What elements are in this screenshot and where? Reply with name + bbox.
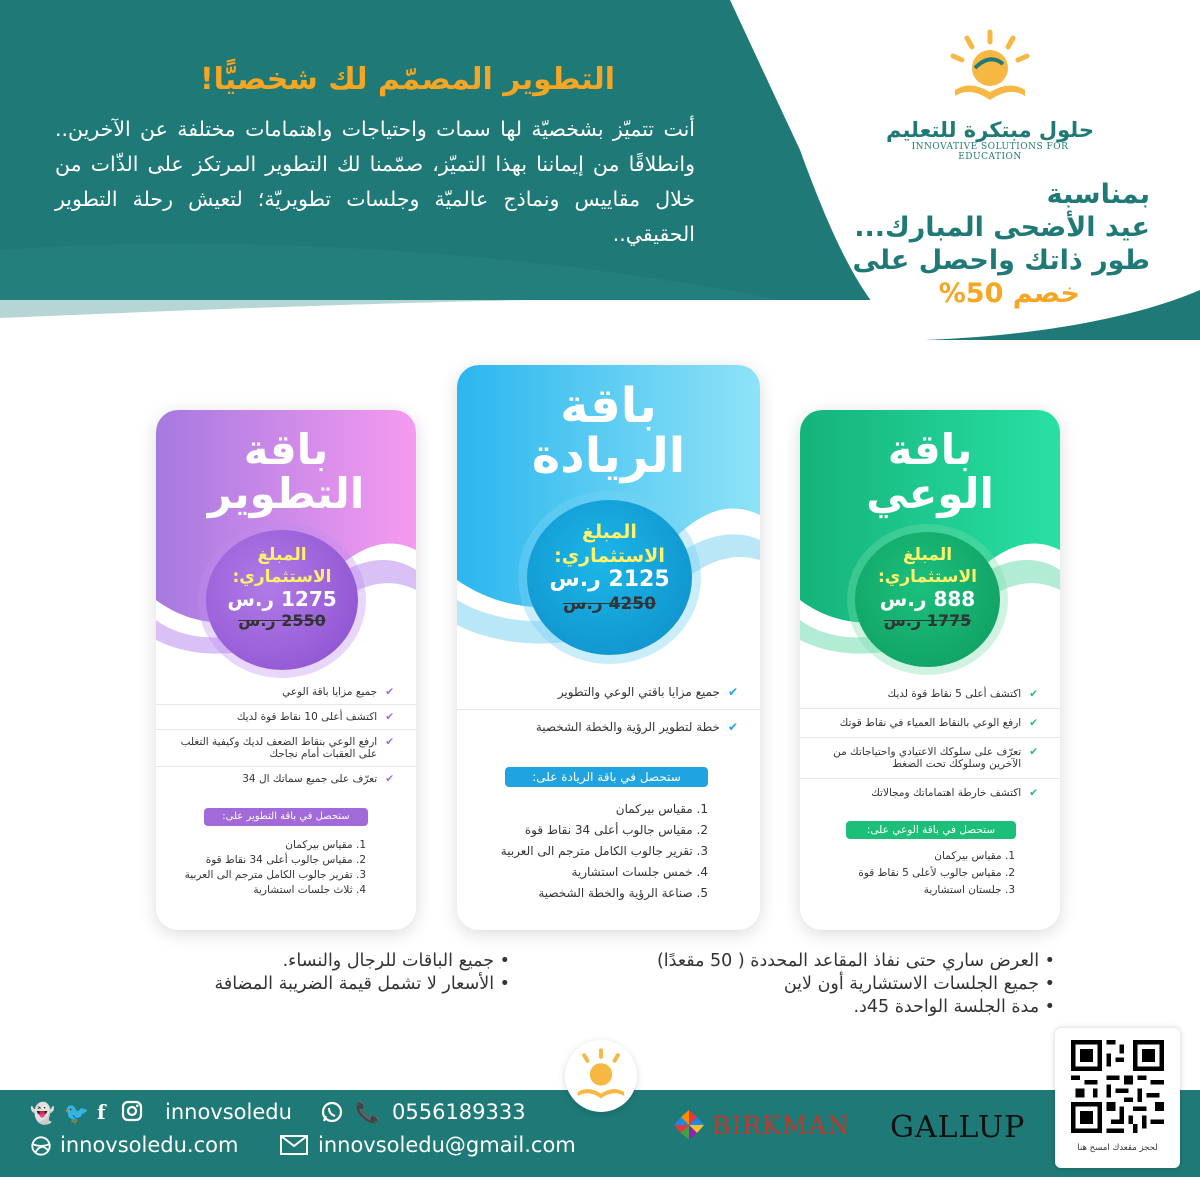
list-item: • مدة الجلسة الواحدة 45د.: [853, 997, 1055, 1017]
gets-item: مقياس جالوب لأعلى 5 نقاط قوة: [858, 867, 1002, 879]
whatsapp-icon[interactable]: [320, 1100, 344, 1129]
gets-item: مقياس بيركمان: [934, 850, 1002, 862]
note-text: العرض ساري حتى نفاذ المقاعد المحددة ( 50 مقعدًا): [656, 951, 1040, 971]
gets-item: مقياس جالوب أعلى 34 نقاط قوة: [205, 854, 353, 866]
list-item: 4. ثلاث جلسات استشارية: [253, 884, 366, 896]
list-item: [156, 705, 416, 730]
phone-icon[interactable]: 📞: [355, 1100, 380, 1124]
gallup-logo: GALLUP: [890, 1110, 1026, 1145]
notes-right: [595, 950, 1055, 1019]
phone-number[interactable]: 0556189333: [392, 1100, 526, 1124]
card-title: [800, 425, 1060, 519]
feature-text: تعرّف على جميع سماتك ال 34: [242, 773, 378, 785]
price-badge: [527, 500, 692, 655]
gets-list: [858, 848, 1015, 899]
check-icon: ✔: [385, 773, 394, 785]
gets-item: مقياس بيركمان: [615, 802, 693, 816]
check-icon: ✔: [1029, 688, 1038, 700]
check-icon: ✔: [385, 686, 394, 698]
card-title-line-2: الوعي: [866, 469, 994, 519]
price-label: المبلغ: [257, 545, 307, 565]
list-item: 1. مقياس بيركمان: [285, 839, 366, 851]
price-badge: [855, 532, 1000, 667]
note-text: جميع الباقات للرجال والنساء.: [282, 951, 495, 971]
qr-code[interactable]: [1071, 1040, 1164, 1133]
list-item: 1. مقياس بيركمان: [615, 802, 708, 816]
check-icon: ✔: [1029, 746, 1038, 758]
card-title-line-2: التطوير: [207, 469, 365, 519]
footer-logo: [565, 1040, 637, 1112]
list-item: [800, 779, 1060, 805]
card-title: [156, 425, 416, 519]
gets-item: تقرير جالوب الكامل مترجم الى العربية: [500, 844, 693, 858]
list-item: [800, 709, 1060, 738]
gets-label: ستحصل في باقة الوعي على:: [846, 821, 1016, 839]
feature-text: جميع مزايا باقتي الوعي والتطوير: [557, 685, 720, 699]
package-card-leadership: [457, 365, 760, 930]
card-title-line-1: باقة: [887, 425, 973, 474]
gets-list: [501, 799, 708, 904]
occasion-line-1: بمناسبة: [1046, 179, 1150, 210]
package-card-development: [156, 410, 416, 930]
sun-logo-icon: [945, 28, 1035, 108]
birkman-mark-icon: [672, 1108, 706, 1142]
instagram-icon[interactable]: [120, 1099, 144, 1128]
list-item: [457, 677, 760, 710]
list-item: [156, 680, 416, 705]
old-price: 2550 ر.س: [238, 611, 326, 630]
gets-label: ستحصل في باقة التطوير على:: [204, 808, 368, 826]
website-link[interactable]: innovsoledu.com: [60, 1133, 239, 1157]
card-title-line-1: باقة: [243, 425, 329, 474]
list-item: 2. مقياس جالوب أعلى 34 نقاط قوة: [524, 823, 708, 837]
gets-item: تقرير جالوب الكامل مترجم الى العربية: [184, 869, 353, 881]
feature-text: خطة لتطوير الرؤية والخطة الشخصية: [535, 720, 720, 734]
brand-logo: [880, 28, 1100, 168]
price-badge: [206, 530, 358, 670]
gets-item: جلستان استشارية: [923, 884, 1002, 896]
feature-list: [800, 682, 1060, 805]
note-text: الأسعار لا تشمل قيمة الضريبة المضافة: [214, 974, 495, 994]
check-icon: ✔: [1029, 717, 1038, 729]
snapchat-icon[interactable]: 👻: [30, 1101, 55, 1125]
notes-left: [150, 950, 510, 996]
logo-arabic-text: حلول مبتكرة للتعليم: [885, 118, 1095, 142]
feature-text: ارفع الوعي بنقاط الضعف لديك وكيفية التغلب على العقبات أمام نجاحك: [180, 736, 378, 760]
feature-text: ارفع الوعي بالنقاط العمياء في نقاط قوتك: [839, 717, 1022, 729]
facebook-icon[interactable]: f: [97, 1100, 106, 1124]
gets-item: مقياس جالوب أعلى 34 نقاط قوة: [524, 823, 693, 837]
feature-text: تعرّف على سلوكك الاعتيادي واحتياجاتك من الآخرين وسلوكك تحت الضغط: [833, 746, 1022, 770]
social-handle[interactable]: innovsoledu: [165, 1100, 292, 1124]
check-icon: ✔: [1029, 787, 1038, 799]
list-item: 5. صناعة الرؤية والخطة الشخصية: [538, 886, 708, 900]
feature-text: جميع مزايا باقة الوعي: [282, 686, 378, 698]
list-item: [156, 730, 416, 767]
feature-list: [156, 680, 416, 791]
package-card-awareness: [800, 410, 1060, 930]
list-item: [800, 682, 1060, 709]
list-item: [156, 767, 416, 791]
qr-caption: لحجز مقعدك امسح هنا: [1077, 1143, 1158, 1153]
list-item: 3. تقرير جالوب الكامل مترجم الى العربية: [500, 844, 708, 858]
price-value: 1275 ر.س: [227, 587, 337, 611]
card-title-line-1: باقة: [560, 378, 657, 434]
occasion-text: [830, 178, 1150, 310]
gets-item: مقياس بيركمان: [285, 839, 353, 851]
gets-item: خمس جلسات استشارية: [571, 865, 693, 879]
note-text: جميع الجلسات الاستشارية أون لاين: [783, 974, 1040, 994]
price-label-2: الاستثماري:: [554, 545, 665, 567]
note-text: مدة الجلسة الواحدة 45د.: [853, 997, 1040, 1017]
occasion-line-2: عيد الأضحى المبارك...: [854, 212, 1150, 243]
list-item: • جميع الباقات للرجال والنساء.: [282, 951, 510, 971]
sun-logo-icon: [565, 1040, 637, 1112]
gets-label: ستحصل في باقة الريادة على:: [505, 767, 708, 787]
price-value: 888 ر.س: [879, 587, 976, 611]
list-item: 3. جلستان استشارية: [923, 884, 1015, 896]
list-item: [457, 710, 760, 744]
list-item: 2. مقياس جالوب لأعلى 5 نقاط قوة: [858, 867, 1015, 879]
list-item: • العرض ساري حتى نفاذ المقاعد المحددة ( 50 مقعدًا): [656, 951, 1055, 971]
birkman-logo: [672, 1108, 850, 1142]
old-price: 1775 ر.س: [883, 611, 972, 630]
price-label-2: الاستثماري:: [232, 567, 332, 587]
occasion-line-3: طور ذاتك واحصل على: [852, 245, 1150, 276]
list-item: 2. مقياس جالوب أعلى 34 نقاط قوة: [205, 854, 366, 866]
price-label-2: الاستثماري:: [877, 567, 978, 587]
list-item: 4. خمس جلسات استشارية: [571, 865, 708, 879]
price-value: 2125 ر.س: [549, 567, 670, 592]
check-icon: ✔: [727, 685, 738, 699]
check-icon: ✔: [727, 720, 738, 734]
feature-text: اكتشف أعلى 5 نقاط قوة لديك: [887, 688, 1022, 700]
page-title: التطوير المصمّم لك شخصيًّا!: [199, 62, 615, 97]
email-link[interactable]: innovsoledu@gmail.com: [318, 1133, 576, 1157]
birkman-text: BIRKMAN: [712, 1110, 851, 1140]
qr-code-box[interactable]: [1055, 1028, 1180, 1168]
gets-item: ثلاث جلسات استشارية: [253, 884, 353, 896]
check-icon: ✔: [385, 711, 394, 723]
list-item: [800, 738, 1060, 779]
check-icon: ✔: [385, 736, 394, 748]
intro-paragraph: أنت تتميّز بشخصيّة لها سمات واحتياجات واهتمامات مختلفة عن الآخرين.. وانطلاقًا من إيماننا بهذا التميّز، صمّمنا لك التطوير المرتكز على الذّات من خلال مقاييس ونماذج عالميّة وجلسات تطويريّة؛ لتعيش رحلة التطوير الحقيقي..: [55, 117, 695, 246]
gets-item: صناعة الرؤية والخطة الشخصية: [538, 886, 693, 900]
feature-list: [457, 677, 760, 744]
old-price: 4250 ر.س: [563, 594, 656, 614]
logo-english-text: INNOVATIVE SOLUTIONS FOR EDUCATION: [911, 142, 1069, 162]
card-title: [457, 378, 760, 485]
mail-icon[interactable]: [280, 1135, 308, 1160]
price-label: المبلغ: [902, 545, 953, 565]
price-label: المبلغ: [582, 521, 637, 543]
twitter-icon[interactable]: 🐦: [64, 1101, 89, 1125]
list-item: 1. مقياس بيركمان: [934, 850, 1015, 862]
globe-icon[interactable]: [30, 1135, 52, 1162]
gets-list: [185, 838, 366, 898]
list-item: • جميع الجلسات الاستشارية أون لاين: [783, 974, 1055, 994]
feature-text: اكتشف أعلى 10 نقاط قوة لديك: [236, 711, 378, 723]
discount-text: خصم 50%: [938, 278, 1080, 309]
card-title-line-2: الريادة: [531, 428, 686, 485]
feature-text: اكتشف خارطة اهتماماتك ومجالاتك: [871, 787, 1022, 799]
list-item: • الأسعار لا تشمل قيمة الضريبة المضافة: [214, 974, 510, 994]
list-item: 3. تقرير جالوب الكامل مترجم الى العربية: [184, 869, 366, 881]
